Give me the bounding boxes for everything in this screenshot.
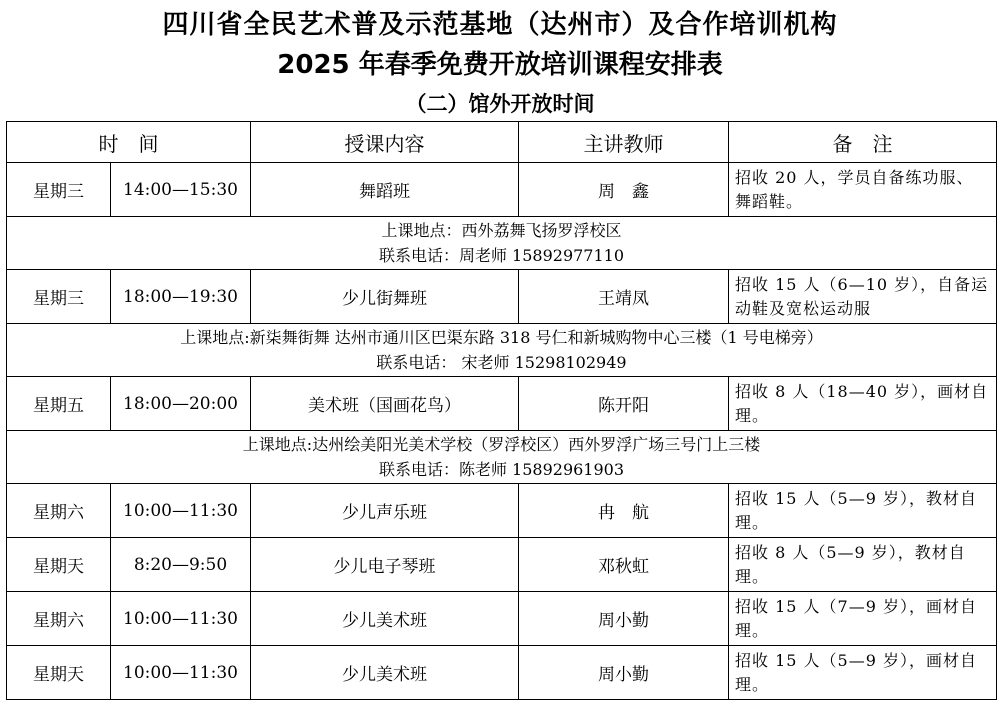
table-row: [7, 484, 997, 538]
teacher-cell: 王靖凤: [519, 270, 729, 324]
header-note: 备 注: [729, 122, 997, 163]
location-row: [7, 324, 997, 377]
time-cell: 14:00—15:30: [111, 163, 251, 217]
note-cell: 招收 20 人，学员自备练功服、舞蹈鞋。: [729, 163, 997, 217]
day-cell: 星期六: [7, 592, 111, 646]
page-title-line2: 2025 年春季免费开放培训课程安排表: [277, 50, 723, 80]
location-address: 上课地点:新柒舞街舞 达州市通川区巴渠东路 318 号仁和新城购物中心三楼（1 号电梯旁）: [180, 328, 823, 347]
course-cell: 少儿美术班: [251, 592, 519, 646]
note-cell: 招收 8 人（18—40 岁），画材自理。: [729, 377, 997, 431]
course-cell: 美术班（国画花鸟）: [251, 377, 519, 431]
teacher-cell: 周小勤: [519, 592, 729, 646]
time-cell: 10:00—11:30: [111, 484, 251, 538]
table-row: [7, 377, 997, 431]
header-time: 时 间: [7, 122, 251, 163]
note-cell: 招收 15 人（7—9 岁），画材自理。: [729, 592, 997, 646]
note-cell: 招收 15 人（6—10 岁），自备运动鞋及宽松运动服: [729, 270, 997, 324]
note-cell: 招收 15 人（5—9 岁），教材自理。: [729, 484, 997, 538]
page-title-line1: 四川省全民艺术普及示范基地（达州市）及合作培训机构: [162, 10, 838, 40]
location-row: [7, 217, 997, 270]
table-row: [7, 592, 997, 646]
table-header-row: [7, 122, 997, 163]
location-phone: 联系电话：周老师 15892977110: [378, 246, 625, 265]
note-cell: 招收 15 人（5—9 岁），画材自理。: [729, 646, 997, 700]
table-row: [7, 646, 997, 700]
time-cell: 10:00—11:30: [111, 646, 251, 700]
time-cell: 10:00—11:30: [111, 592, 251, 646]
time-cell: 8:20—9:50: [111, 538, 251, 592]
header-teacher: 主讲教师: [519, 122, 729, 163]
table-row: [7, 163, 997, 217]
teacher-cell: 周小勤: [519, 646, 729, 700]
course-cell: 少儿美术班: [251, 646, 519, 700]
course-cell: 少儿街舞班: [251, 270, 519, 324]
location-address: 上课地点：西外荔舞飞扬罗浮校区: [381, 221, 622, 240]
teacher-cell: 邓秋虹: [519, 538, 729, 592]
location-phone: 联系电话：陈老师 15892961903: [378, 460, 625, 479]
day-cell: 星期天: [7, 646, 111, 700]
location-cell: [7, 324, 997, 377]
day-cell: 星期六: [7, 484, 111, 538]
course-cell: 少儿声乐班: [251, 484, 519, 538]
day-cell: 星期三: [7, 163, 111, 217]
teacher-cell: 陈开阳: [519, 377, 729, 431]
location-address: 上课地点:达州绘美阳光美术学校（罗浮校区）西外罗浮广场三号门上三楼: [242, 435, 761, 454]
course-cell: 少儿电子琴班: [251, 538, 519, 592]
table-row: [7, 270, 997, 324]
time-cell: 18:00—19:30: [111, 270, 251, 324]
teacher-cell: 周 鑫: [519, 163, 729, 217]
day-cell: 星期五: [7, 377, 111, 431]
note-cell: 招收 8 人（5—9 岁），教材自理。: [729, 538, 997, 592]
table-row: [7, 538, 997, 592]
location-cell: [7, 217, 997, 270]
teacher-cell: 冉 航: [519, 484, 729, 538]
day-cell: 星期三: [7, 270, 111, 324]
location-phone: 联系电话： 宋老师 15298102949: [376, 353, 627, 372]
header-course: 授课内容: [251, 122, 519, 163]
time-cell: 18:00—20:00: [111, 377, 251, 431]
location-cell: [7, 431, 997, 484]
schedule-table: [6, 121, 997, 700]
section-subtitle: （二）馆外开放时间: [405, 91, 595, 116]
location-row: [7, 431, 997, 484]
day-cell: 星期天: [7, 538, 111, 592]
course-cell: 舞蹈班: [251, 163, 519, 217]
